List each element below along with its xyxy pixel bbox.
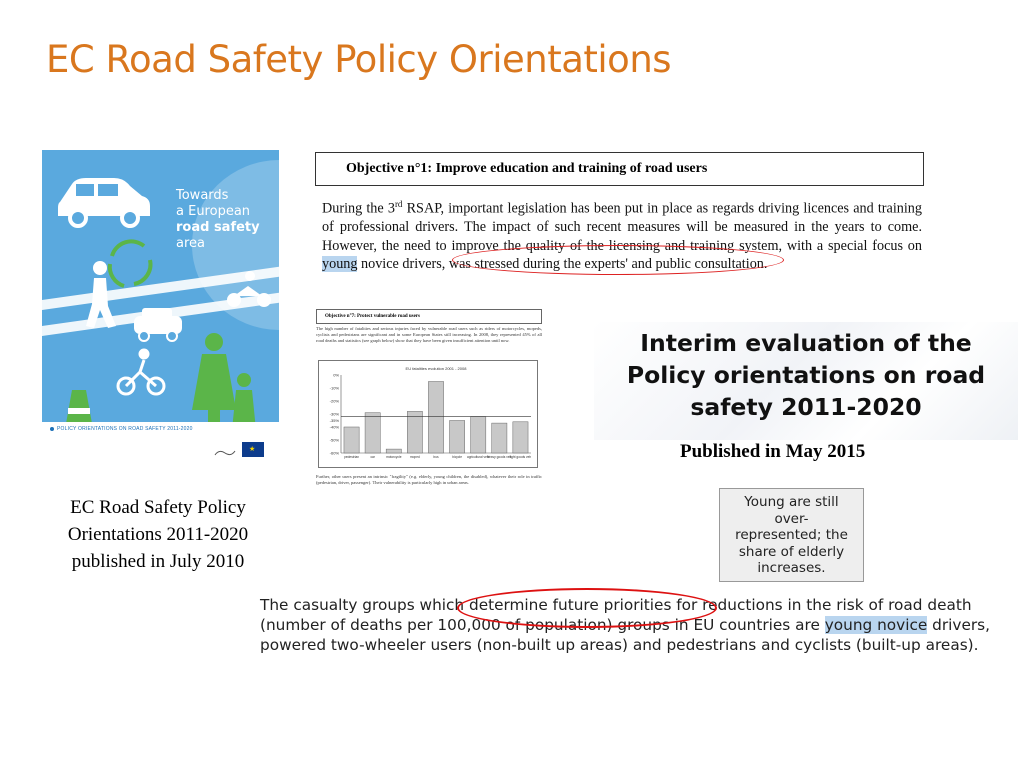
casualty-line3: powered two-wheeler users (non-built up areas) and pedestrians and cyclists (built-up areas). [260, 636, 979, 654]
chart-ytick-label: -20% [329, 398, 339, 404]
chart-xtick-label: light goods veh [509, 455, 532, 459]
chart-ytick-label: -30% [329, 411, 339, 417]
chart-title: EU fatalities evolution 2001 - 2008 [405, 366, 467, 371]
callout-line2: over- [774, 510, 809, 527]
fatalities-chart-svg [319, 361, 539, 469]
policy-cover-image [42, 150, 279, 466]
cover-tagline-1: Towards [176, 188, 229, 203]
young-novice-highlight: young novice [824, 616, 928, 634]
interim-title-line1: Interim evaluation of the [640, 329, 972, 357]
red-ellipse-annotation [452, 245, 784, 275]
cover-footer-text: POLICY ORIENTATIONS ON ROAD SAFETY 2011-2020 [50, 426, 193, 432]
chart-ytick-label: -40% [329, 424, 339, 430]
casualty-line2: (number of deaths per 100,000 of population) groups in EU countries are young novice drivers, [260, 616, 990, 634]
interim-title [596, 327, 1016, 423]
page-title: EC Road Safety Policy Orientations [46, 38, 672, 81]
chart-ytick-label: -10% [329, 385, 339, 391]
chart-xtick-label: moped [410, 455, 420, 459]
chart-xtick-label: agricultural vehi [467, 455, 490, 459]
cover-logo-icon [213, 447, 237, 457]
chart-ytick-label: -35% [329, 418, 339, 423]
chart-xtick-label: motorcycle [386, 455, 402, 459]
chart-xtick-label: bicycle [452, 455, 462, 459]
chart-bar [407, 411, 422, 453]
callout-line5: increases. [757, 560, 826, 576]
young-overrepresented-callout [719, 488, 864, 582]
chart-ytick-label: -60% [329, 450, 339, 456]
chart-bar [344, 427, 359, 453]
chart-ytick-label: 0% [333, 372, 339, 378]
chart-bar [471, 417, 486, 453]
chart-xtick-label: pedestrian [344, 455, 360, 459]
objective7-footer: Further, other users present an intrinsic "fragility" (e.g. elderly, young children, the disabled), whatever their role in traffic (pedestrian, driver, passenger). Their vulnerability is particularly high in urban areas. [316, 474, 542, 485]
cover-caption: EC Road Safety Policy Orientations 2011-2020 published in July 2010 [67, 497, 249, 572]
chart-bar [513, 422, 528, 453]
chart-bar [450, 421, 465, 454]
objective7-body: The high number of fatalities and serious injuries faced by vulnerable road users such as riders of motorcycles, mopeds, cyclists and pedestrians are significant and in some European States still increasing. In 2008, they represented 45% of all road deaths and statistics (see graph below) show that they have been given insufficient attention until now. [316, 326, 542, 343]
cover-tagline-4: area [176, 236, 205, 251]
chart-xtick-label: car [370, 455, 375, 459]
callout-line1: Young are still [744, 494, 839, 510]
cover-tagline-2: a European [176, 204, 251, 219]
chart-bar [365, 413, 380, 453]
young-highlight: young [322, 255, 358, 272]
casualty-line1: The casualty groups which determine future priorities for reductions in the risk of road death [260, 596, 972, 614]
interim-title-line3: safety 2011-2020 [690, 393, 922, 421]
chart-bar [492, 423, 507, 453]
objective7-heading: Objective n°7: Protect vulnerable road users [316, 309, 542, 324]
cyclist-icon [118, 350, 164, 394]
car-icon [58, 178, 150, 226]
chart-xtick-label: heavy goods veh [487, 455, 512, 459]
chart-bar [386, 449, 401, 453]
cover-tagline-bold: road safety [176, 220, 260, 235]
objective1-body: During the 3rd RSAP, important legislation has been put in place as regards driving licences and training of professional drivers. The impact of such recent measures will be measured in the years to come. However, the need to improve the quality of the licensing and training system, with a special focus on young novice drivers, was stressed during the experts' and public consultation. [322, 199, 922, 272]
chart-ytick-label: -50% [329, 437, 339, 443]
red-ellipse-annotation-2 [457, 588, 717, 628]
cover-illustration [42, 150, 279, 466]
published-date: Published in May 2015 [680, 441, 866, 462]
objective1-heading: Objective n°1: Improve education and training of road users [315, 152, 924, 186]
callout-line3: represented; the [735, 527, 848, 543]
interim-title-line2: Policy orientations on road [626, 361, 986, 389]
callout-line4: share of elderly [738, 543, 845, 560]
chart-xtick-label: bus [433, 455, 439, 459]
eu-flag-icon [242, 442, 264, 457]
recycle-icon [110, 241, 151, 286]
chart-bar [428, 382, 443, 454]
fatalities-chart [318, 360, 538, 468]
